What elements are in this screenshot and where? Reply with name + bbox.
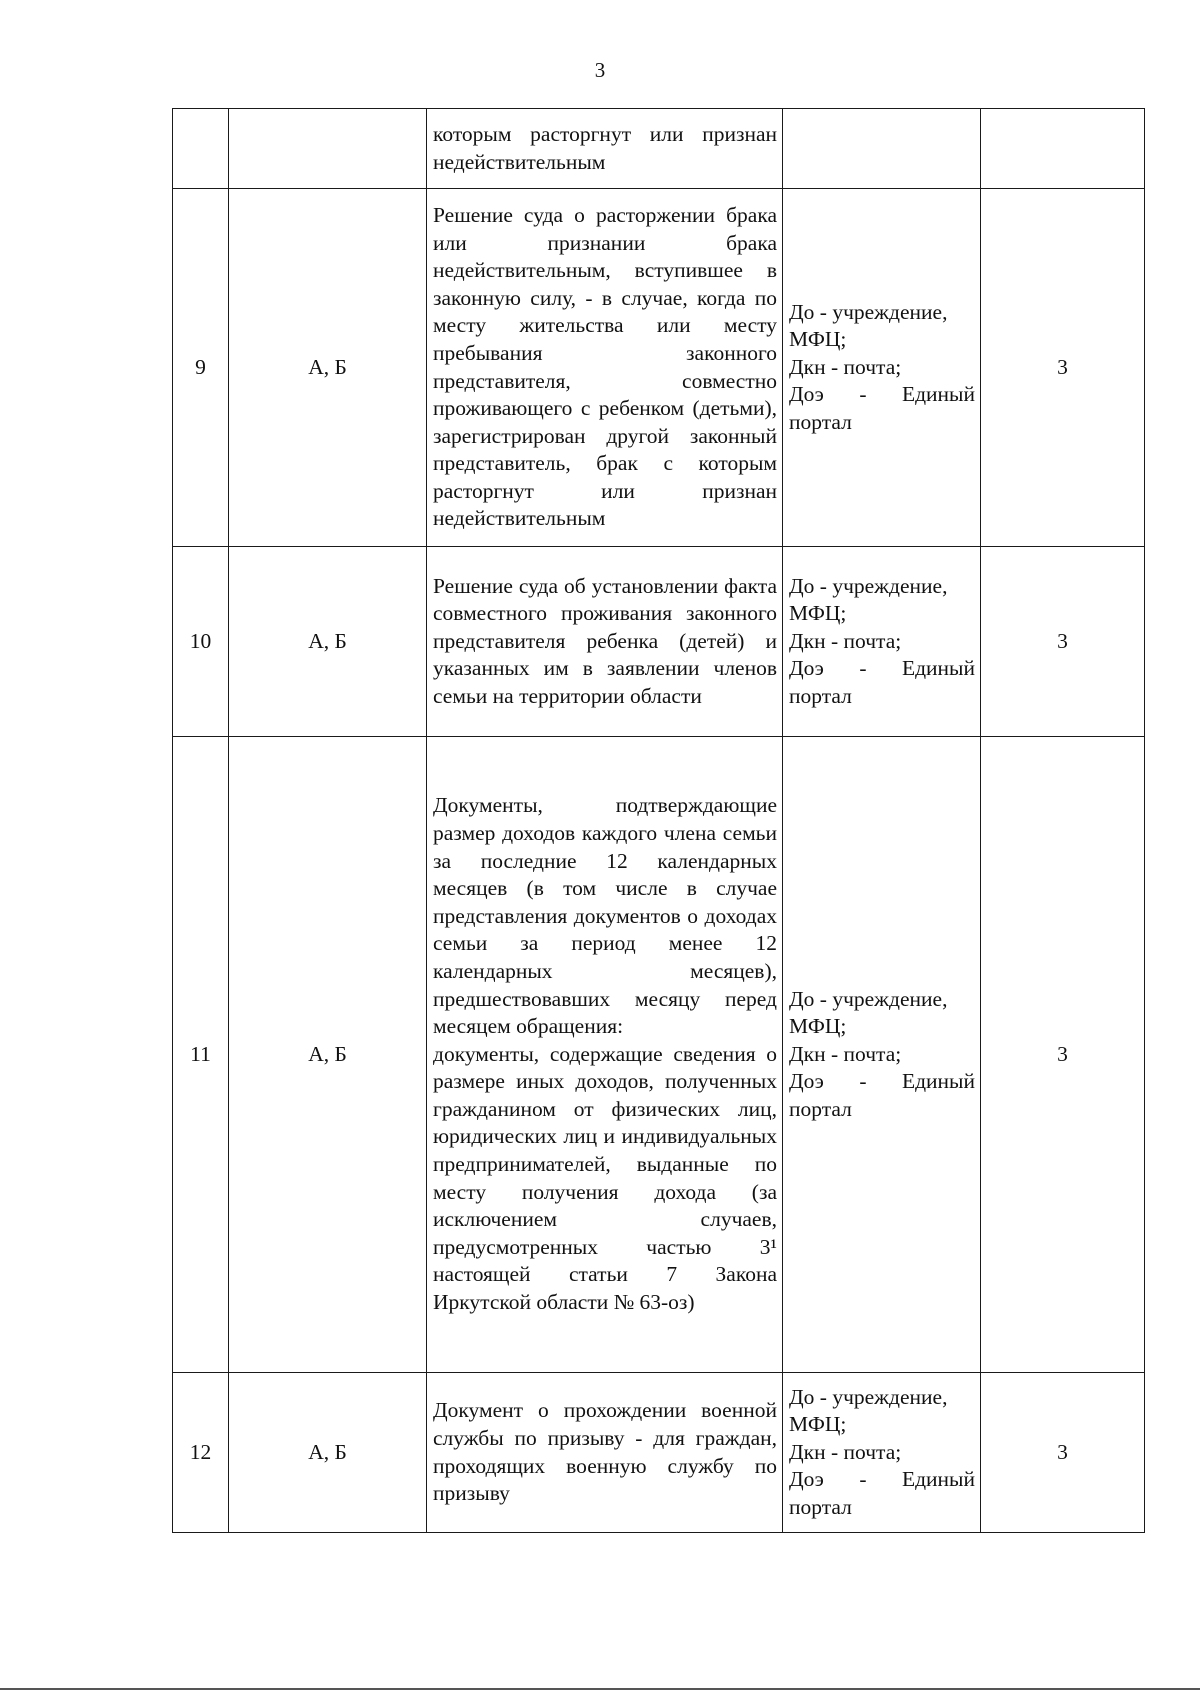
row-number (173, 109, 229, 189)
document-description (427, 1373, 783, 1533)
copies-count: 3 (981, 737, 1145, 1373)
copies-count: 3 (981, 1373, 1145, 1533)
method-institution: До - учреждение, (789, 573, 948, 598)
document-description (427, 189, 783, 547)
method-portal: Доэ - Единый портал (789, 1069, 975, 1121)
row-number: 11 (173, 737, 229, 1373)
document-text: Решение суда о расторжении брака или признании брака недействительным, вступившее в законную силу, - в случае, когда по месту жительства или месту пребывания законного представителя, совместно проживающего с ребенком (детьми), зарегистрирован другой законный представитель, брак с которым расторгнут или признан недействительным (433, 202, 777, 531)
applicant-category: А, Б (229, 547, 427, 737)
submission-method (783, 1373, 981, 1533)
submission-method (783, 547, 981, 737)
page-number: 3 (594, 58, 606, 82)
method-institution: До - учреждение, (789, 986, 948, 1011)
document-text: Документы, подтверждающие размер доходов каждого члена семьи за последние 12 календарных месяцев (в том числе в случае представления документов о доходах семьи за период менее 12 календарных месяцев), предшествовавших месяцу перед месяцем обращения: документы, содержащие сведения о размере иных доходов, полученных гражданином от физических лиц, юридических лиц и индивидуальных предпринимателей, выданные по месту получения дохода (за исключением случаев, предусмотренных частью 3¹ настоящей статьи 7 Закона Иркутской области № 63-оз) (433, 793, 777, 1315)
method-mfc: МФЦ; (789, 327, 847, 352)
document-description (427, 737, 783, 1373)
method-post: Дкн - почта; (789, 354, 902, 379)
copies-count (981, 109, 1145, 189)
method-post: Дкн - почта; (789, 628, 902, 653)
method-post: Дкн - почта; (789, 1041, 902, 1066)
method-mfc: МФЦ; (789, 1412, 847, 1437)
applicant-category: А, Б (229, 189, 427, 547)
row-number: 9 (173, 189, 229, 547)
document-description (427, 547, 783, 737)
applicant-category: А, Б (229, 737, 427, 1373)
document-text: Документ о прохождении военной службы по призыву - для граждан, проходящих военную службу по призыву (433, 1398, 777, 1506)
row-number: 10 (173, 547, 229, 737)
table-row (173, 189, 1145, 547)
copies-count: 3 (981, 547, 1145, 737)
applicant-category: А, Б (229, 1373, 427, 1533)
table-row (173, 547, 1145, 737)
method-portal: Доэ - Единый портал (789, 382, 975, 434)
page-bottom-rule (0, 1688, 1200, 1690)
table-row (173, 109, 1145, 189)
table-row (173, 737, 1145, 1373)
submission-method (783, 189, 981, 547)
method-portal: Доэ - Единый портал (789, 656, 975, 708)
table-row (173, 1373, 1145, 1533)
document-text: Решение суда об установлении факта совместного проживания законного представителя ребенка (детей) и указанных им в заявлении членов семьи на территории области (433, 573, 777, 708)
submission-method (783, 737, 981, 1373)
method-institution: До - учреждение, (789, 1384, 948, 1409)
copies-count: 3 (981, 189, 1145, 547)
document-text: которым расторгнут или признан недействительным (433, 121, 777, 174)
document-description (427, 109, 783, 189)
row-number: 12 (173, 1373, 229, 1533)
documents-table (172, 108, 1145, 1533)
method-mfc: МФЦ; (789, 1014, 847, 1039)
applicant-category (229, 109, 427, 189)
method-post: Дкн - почта; (789, 1439, 902, 1464)
method-mfc: МФЦ; (789, 601, 847, 626)
method-institution: До - учреждение, (789, 299, 948, 324)
method-portal: Доэ - Единый портал (789, 1467, 975, 1519)
submission-method (783, 109, 981, 189)
